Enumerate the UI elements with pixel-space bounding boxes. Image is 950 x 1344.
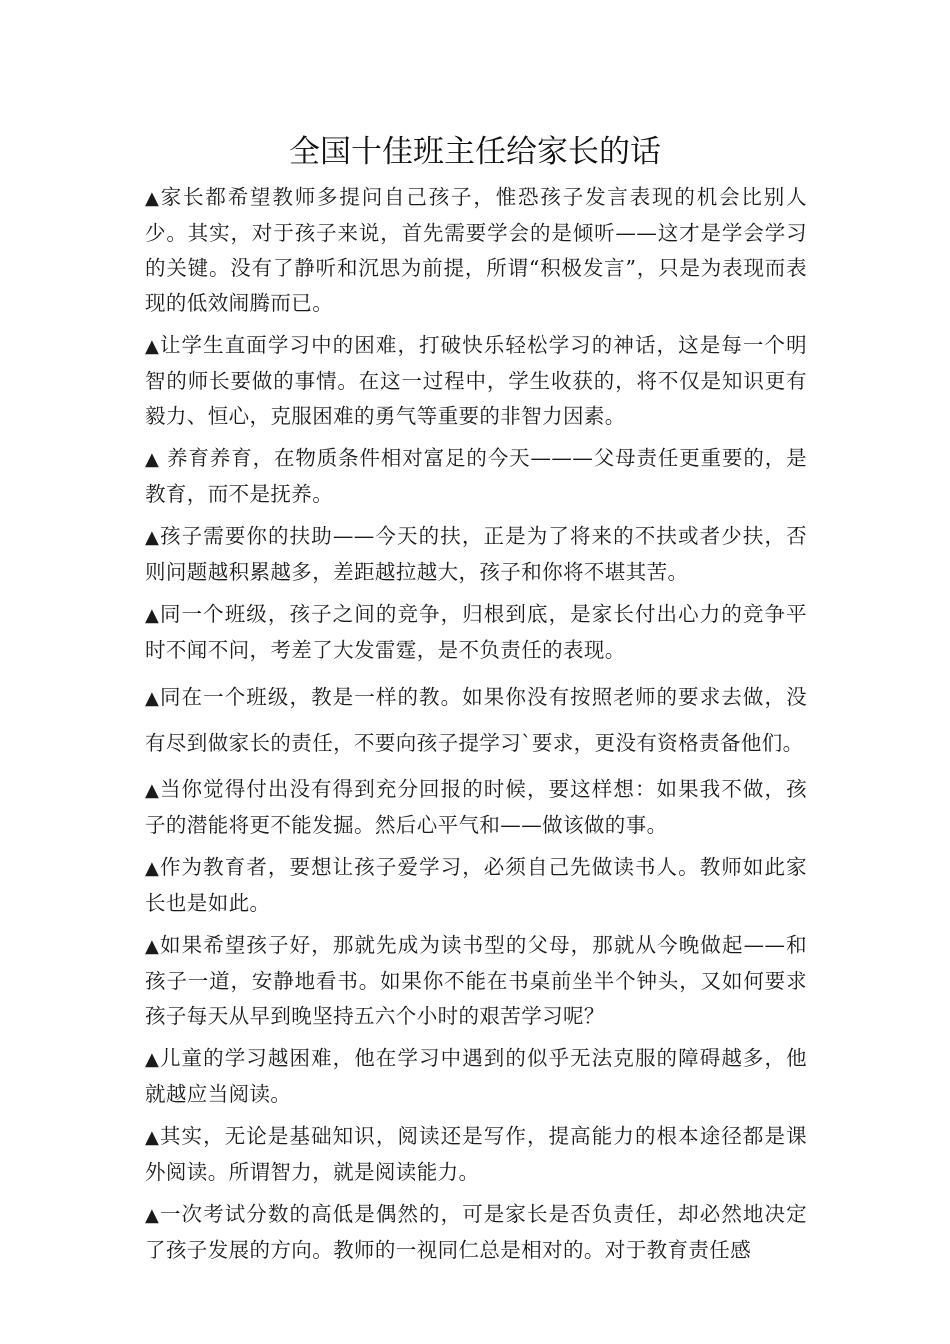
paragraph-text: 儿童的学习越困难，他在学习中遇到的似乎无法克服的障碍越多，他就越应当阅读。 xyxy=(145,1046,807,1106)
paragraph-text: 作为教育者，要想让孩子爱学习，必须自己先做读书人。教师如此家长也是如此。 xyxy=(145,855,807,915)
triangle-bullet-icon: ▲ xyxy=(145,188,161,209)
paragraph-text: 如果希望孩子好，那就先成为读书型的父母，那就从今晚做起——和孩子一道，安静地看书。如果你不能在书桌前坐半个钟头，又如何要求孩子每天从早到晚坚持五六个小时的艰苦学习呢？ xyxy=(145,933,808,1028)
triangle-bullet-icon: ▲ xyxy=(145,1127,160,1148)
document-body xyxy=(145,180,807,1275)
paragraph-text: 当你觉得付出没有得到充分回报的时候，要这样想：如果我不做，孩子的潜能将更不能发掘。然后心平气和——做该做的事。 xyxy=(145,777,807,837)
paragraph-text: 孩子需要你的扶助——今天的扶，正是为了将来的不扶或者少扶，否则问题越积累越多，差距越拉越大，孩子和你将不堪其苦。 xyxy=(145,524,808,584)
paragraph-2 xyxy=(145,328,807,434)
paragraph-12 xyxy=(145,1197,807,1268)
paragraph-text: 其实，无论是基础知识，阅读还是写作，提高能力的根本途径都是课外阅读。所谓智力，就是阅读能力。 xyxy=(145,1124,807,1184)
document-title: 全国十佳班主任给家长的话 xyxy=(289,134,661,170)
triangle-bullet-icon: ▲ xyxy=(145,1049,160,1070)
triangle-bullet-icon: ▲ xyxy=(145,336,160,357)
triangle-bullet-icon: ▲ xyxy=(145,780,160,801)
paragraph-10 xyxy=(145,1041,807,1112)
paragraph-6 xyxy=(145,675,807,765)
paragraph-text: 养育养育，在物质条件相对富足的今天———父母责任更重要的，是教育，而不是抚养。 xyxy=(145,446,808,506)
paragraph-11 xyxy=(145,1119,807,1190)
triangle-bullet-icon: ▲ xyxy=(145,688,160,709)
triangle-bullet-icon: ▲ xyxy=(145,449,160,470)
paragraph-text: 同一个班级，孩子之间的竞争，归根到底，是家长付出心力的竞争平时不闻不问，考差了大发雷霆，是不负责任的表现。 xyxy=(145,602,807,662)
paragraph-text: 一次考试分数的高低是偶然的，可是家长是否负责任，却必然地决定了孩子发展的方向。教师的一视同仁总是相对的。对于教育责任感 xyxy=(145,1202,807,1262)
paragraph-7 xyxy=(145,772,807,843)
paragraph-4 xyxy=(145,519,807,590)
paragraph-1 xyxy=(145,180,807,321)
triangle-bullet-icon: ▲ xyxy=(145,605,160,626)
triangle-bullet-icon: ▲ xyxy=(145,936,160,957)
paragraph-8 xyxy=(145,850,807,921)
paragraph-5 xyxy=(145,597,807,668)
paragraph-3 xyxy=(145,441,807,512)
paragraph-9 xyxy=(145,928,807,1034)
triangle-bullet-icon: ▲ xyxy=(145,1205,160,1226)
triangle-bullet-icon: ▲ xyxy=(145,858,160,879)
triangle-bullet-icon: ▲ xyxy=(145,527,160,548)
paragraph-text: 同在一个班级，教是一样的教。如果你没有按照老师的要求去做，没有尽到做家长的责任，不要向孩子提学习`要求，更没有资格责备他们。 xyxy=(145,685,807,755)
paragraph-text: 家长都希望教师多提问自己孩子，惟恐孩子发言表现的机会比别人少。其实，对于孩子来说，首先需要学会的是倾听——这才是学会学习的关键。没有了静听和沉思为前提，所谓“积极发言”，只是为表现而表现的低效闹腾而已。 xyxy=(145,185,807,315)
paragraph-text: 让学生直面学习中的困难，打破快乐轻松学习的神话，这是每一个明智的师长要做的事情。在这一过程中，学生收获的，将不仅是知识更有毅力、恒心，克服困难的勇气等重要的非智力因素。 xyxy=(145,333,807,428)
